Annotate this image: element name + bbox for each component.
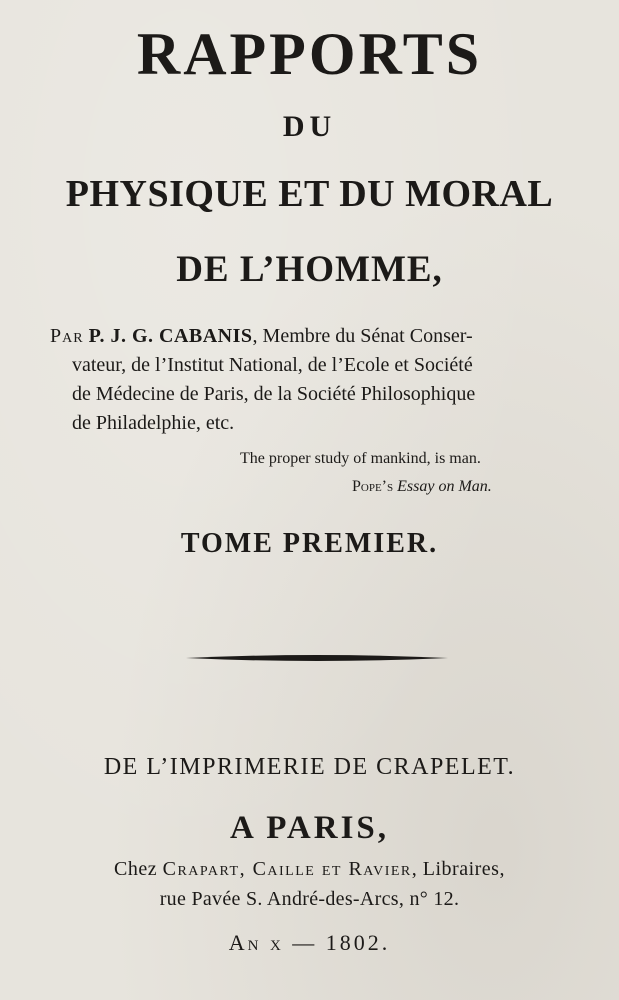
publisher-prefix: Chez — [114, 858, 158, 880]
ornamental-rule — [186, 650, 448, 666]
epigraph-quote: The proper study of mankind, is man. — [240, 450, 481, 467]
title-line-homme: DE L’HOMME, — [176, 249, 443, 290]
epigraph-author: Pope’s — [352, 478, 394, 495]
title-line-physique: PHYSIQUE ET DU MORAL — [65, 173, 554, 215]
printer-line: DE L’IMPRIMERIE DE CRAPELET. — [103, 754, 516, 780]
date-year: — 1802. — [283, 930, 391, 955]
author-line-1 — [50, 322, 582, 351]
publisher-names: Crapart, Caille et Ravier — [162, 858, 412, 880]
author-block — [50, 322, 582, 438]
volume-label: TOME PREMIER. — [180, 528, 439, 559]
author-name: P. J. G. CABANIS — [88, 325, 253, 347]
title-line-du: DU — [282, 110, 337, 143]
publishers-line — [0, 858, 619, 881]
city-line: A PARIS, — [229, 810, 390, 846]
publisher-suffix: , Libraires, — [411, 858, 505, 880]
epigraph-work: Essay on Man. — [397, 478, 492, 495]
epigraph-attribution — [352, 478, 492, 496]
address-line: rue Pavée S. André-des-Arcs, n° 12. — [159, 888, 460, 910]
title-line-rapports: RAPPORTS — [136, 21, 483, 87]
author-line-2: vateur, de l’Institut National, de l’Ecole et Société — [72, 354, 473, 376]
author-line-1-rest: , Membre du Sénat Conser- — [252, 325, 473, 347]
date-line — [0, 930, 619, 956]
author-prefix: Par — [50, 325, 84, 347]
author-line-4: de Philadelphie, etc. — [72, 412, 235, 434]
date-prefix: An x — [228, 930, 284, 955]
author-line-3: de Médecine de Paris, de la Société Philosophique — [72, 383, 476, 405]
